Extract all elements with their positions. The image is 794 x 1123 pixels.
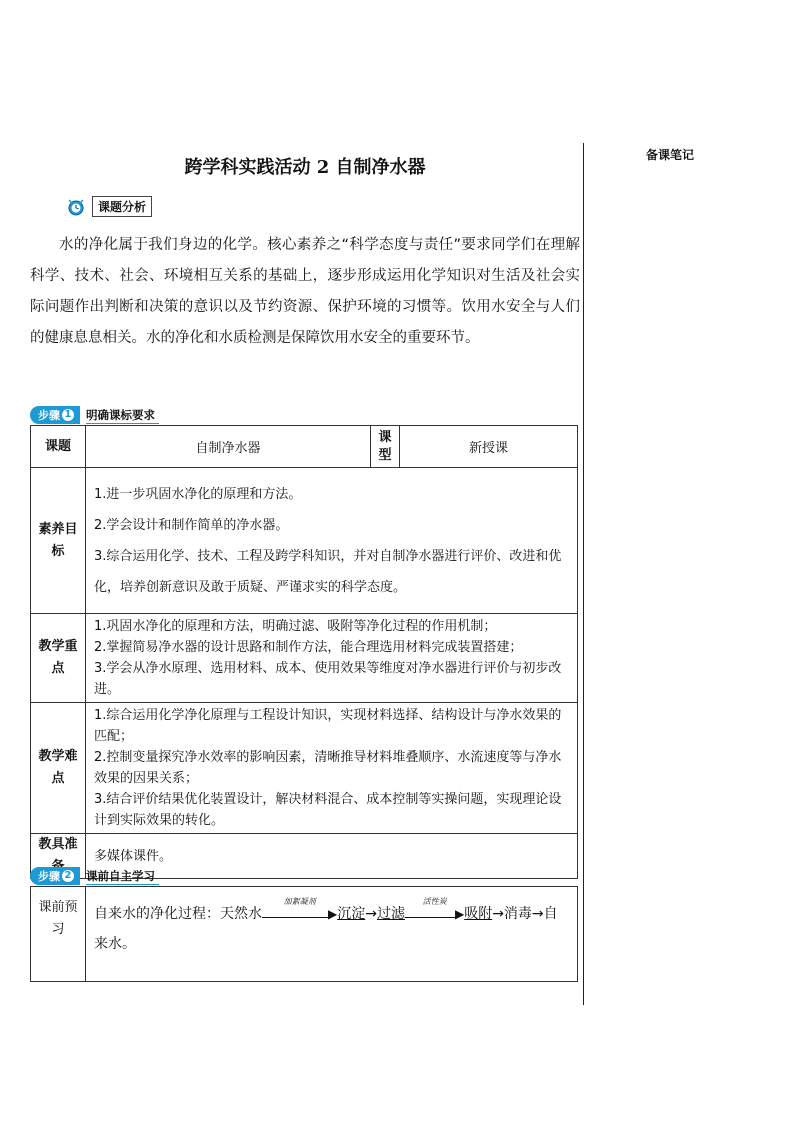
process-prefix: 自来水的净化过程：天然水 [94, 906, 262, 922]
section-badge [66, 196, 152, 217]
arrow-flocculant-label: 加絮凝剂 [283, 897, 316, 906]
materials-header: 教具准 [31, 834, 86, 879]
step-1-pill [30, 406, 80, 424]
step-filtration: 过滤 [376, 906, 405, 922]
section-badge-label: 课题分析 [92, 196, 152, 217]
preview-header: 课前预习 [31, 887, 86, 982]
arrow-head-icon: ▶ [454, 907, 465, 921]
plain-arrow: → [365, 906, 377, 922]
table-row [31, 426, 578, 468]
arrow-line-icon [405, 909, 455, 918]
difficulty-item: 2.控制变量探究净水效率的影响因素，清晰推导材料堆叠顺序、水流速度等与净水效果的因果关系； [94, 750, 562, 786]
key-points-cell [86, 614, 578, 703]
lesson-type-value: 新授课 [400, 426, 578, 468]
margin-divider-line [583, 143, 584, 1005]
clock-icon [66, 198, 92, 216]
step-1-number: 1 [62, 409, 74, 421]
curriculum-table [30, 425, 578, 879]
difficulty-item: 3.结合评价结果优化装置设计，解决材料混合、成本控制等实操问题，实现理论设计到实际效果的转化。 [94, 792, 562, 828]
goals-header: 素养目标 [31, 468, 86, 614]
goals-cell [86, 468, 578, 614]
step-2-pill-text: 步骤 [38, 870, 60, 883]
arrow-flocculant [262, 899, 337, 929]
materials-cell: 多媒体课件。 [86, 834, 578, 879]
key-points-header: 教学重点 [31, 614, 86, 703]
side-note-title: 备课笔记 [646, 148, 695, 162]
goal-item: 3.综合运用化学、技术、工程及跨学科知识，并对自制净水器进行评价、改进和优化，培养创新意识及敢于质疑、严谨求实的科学态度。 [94, 548, 562, 595]
arrow-head-icon: ▶ [328, 907, 338, 921]
step-1-pill-text: 步骤 [38, 409, 60, 422]
key-point-item: 3.学会从净水原理、选用材料、成本、使用效果等维度对净水器进行评价与初步改进。 [94, 661, 562, 697]
step-2-number: 2 [62, 870, 74, 882]
goal-item: 1.进一步巩固水净化的原理和方法。 [94, 486, 302, 502]
arrow-carbon [405, 899, 464, 929]
page-title: 跨学科实践活动 2 自制净水器 [184, 157, 426, 178]
arrow-line-icon [262, 909, 328, 918]
step-1-header [30, 406, 159, 424]
difficulties-header: 教学难点 [31, 703, 86, 834]
intro-paragraph: 水的净化属于我们身边的化学。核心素养之“科学态度与责任”要求同学们在理解科学、技术、社会、环境相互关系的基础上，逐步形成运用化学知识对生活及社会实际问题作出判断和决策的意识以及节约资源、保护环境的习惯等。饮用水安全与人们的健康息息相关。水的净化和水质检测是保障饮用水安全的重要环节。 [30, 237, 580, 346]
arrow-carbon-label: 活性炭 [422, 897, 447, 906]
goal-item: 2.学会设计和制作简单的净水器。 [94, 517, 289, 533]
process-tail: →消毒→自来水。 [94, 906, 558, 952]
table-row [31, 703, 578, 834]
preview-table [30, 886, 578, 982]
step-adsorption: 吸附 [464, 906, 493, 922]
preview-cell [86, 887, 578, 982]
lesson-type-header: 课型 [371, 426, 400, 468]
step-sedimentation: 沉淀 [337, 906, 366, 922]
step-2-pill [30, 867, 80, 885]
topic-header: 课题 [31, 426, 86, 468]
topic-value: 自制净水器 [86, 426, 371, 468]
table-row [31, 468, 578, 614]
difficulty-item: 1.综合运用化学净化原理与工程设计知识，实现材料选择、结构设计与净水效果的匹配； [94, 708, 562, 744]
table-row [31, 887, 578, 982]
difficulties-cell [86, 703, 578, 834]
key-point-item: 1.巩固水净化的原理和方法，明确过滤、吸附等净化过程的作用机制； [94, 619, 497, 634]
step-2-label: 课前自主学习 [86, 868, 159, 885]
step-1-label: 明确课标要求 [86, 407, 159, 424]
table-row [31, 614, 578, 703]
step-2-header [30, 867, 159, 885]
key-point-item: 2.掌握简易净水器的设计思路和制作方法，能合理选用材料完成装置搭建； [94, 640, 523, 655]
